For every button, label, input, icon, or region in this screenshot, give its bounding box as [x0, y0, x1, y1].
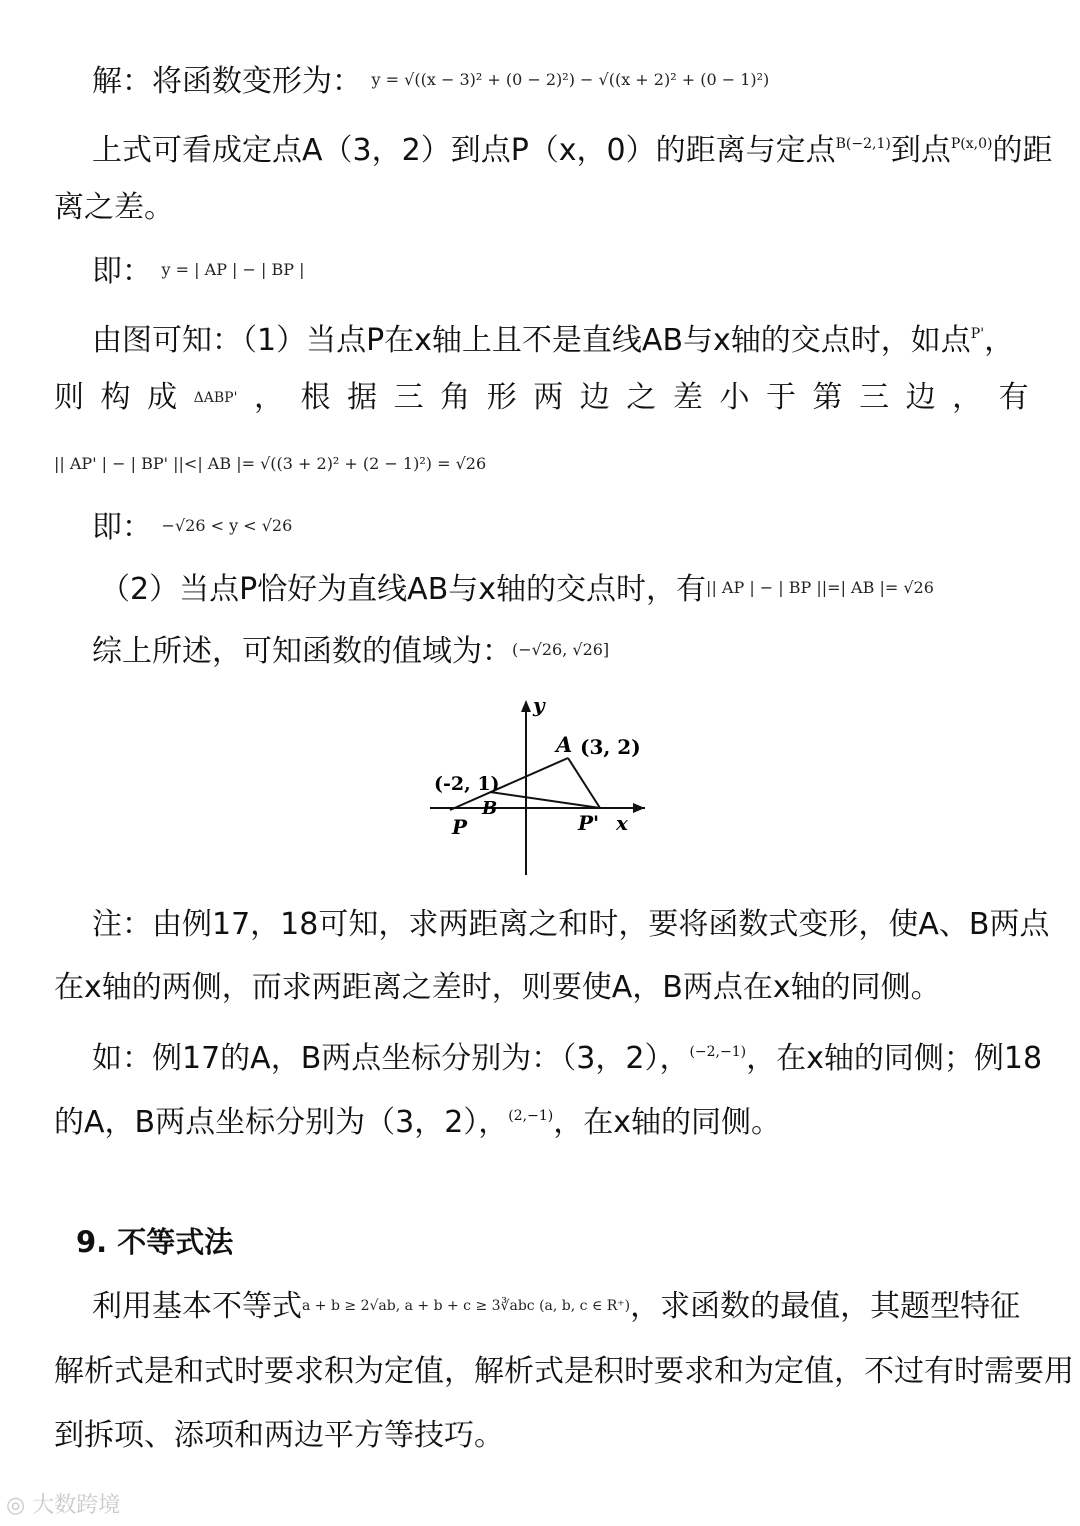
case2-text: （2）当点P恰好为直线AB与x轴的交点时，有 [100, 572, 707, 607]
justified-word: 小 [719, 380, 750, 415]
case2-line [100, 568, 934, 610]
section-text: ，求函数的最值，其题型特征 [630, 1289, 1021, 1324]
triangle-inequality-formula: || AP' | − | BP' ||<| AB |= √((3 + 2)² + (2 − 1)²) = √26 [54, 454, 487, 473]
justified-word: ， [952, 380, 983, 415]
justified-word: 根 [300, 380, 331, 415]
section-line-1 [92, 1286, 1020, 1327]
point-p-prime: P' [970, 326, 985, 342]
ie-label: 即： [92, 510, 152, 545]
justified-word: ， [253, 380, 284, 415]
case1-line [92, 314, 1014, 361]
section-line-2: 解析式是和式时要求积为定值，解析式是积时要求和为定值，不过有时需要用 [54, 1354, 1074, 1389]
paragraph-distance-cont: 离之差。 [54, 190, 174, 225]
justified-word: 形 [486, 380, 517, 415]
summary-line [92, 630, 609, 672]
section-heading: 9. 不等式法 [76, 1225, 234, 1259]
x-axis-arrow [633, 803, 645, 813]
point-a-coordinate: (3, 2) [580, 735, 641, 759]
ie-line-2 [92, 506, 292, 548]
point-p-label: P [452, 815, 468, 839]
coordinate-figure [420, 690, 660, 880]
comma: ， [984, 323, 1015, 358]
y-axis-label: y [533, 693, 545, 717]
paragraph-distance [92, 124, 1052, 171]
basic-inequality: a + b ≥ 2√ab, a + b + c ≥ 3∛abc (a, b, c ∈ R⁺) [302, 1298, 631, 1314]
note-text: ，在x轴的同侧。 [553, 1105, 781, 1140]
ie-line-1 [92, 250, 305, 292]
case1-formula-line [54, 440, 486, 484]
justified-word: 据 [347, 380, 378, 415]
justified-word: 边 [579, 380, 610, 415]
justified-word: 成 [147, 380, 178, 415]
case1-justified-line [54, 378, 1029, 418]
justified-word: 于 [765, 380, 796, 415]
x-axis-label: x [616, 811, 628, 835]
note-text: 的A，B两点坐标分别为（3，2）， [54, 1105, 509, 1140]
justified-word: 则 [54, 380, 84, 415]
function-formula: y = √((x − 3)² + (0 − 2)²) − √((x + 2)² + (0 − 1)²) [371, 70, 770, 89]
point-p: P(x,0) [950, 136, 993, 152]
section-line-3: 到拆项、添项和两边平方等技巧。 [54, 1418, 504, 1453]
note-line-1: 注：由例17，18可知，求两距离之和时，要将函数式变形，使A、B两点 [92, 907, 1050, 942]
watermark [6, 1488, 120, 1519]
line-a-pprime [568, 758, 600, 808]
value-range: (−√26, √26] [512, 640, 610, 659]
case2-formula: || AP | − | BP ||=| AB |= √26 [706, 578, 934, 597]
point-b-label: B [482, 798, 498, 819]
solution-intro: 解：将函数变形为： [92, 64, 362, 99]
note-line-4 [54, 1096, 781, 1143]
section-text: 利用基本不等式 [92, 1289, 302, 1324]
point-a-label: A [556, 732, 573, 757]
note-line-2: 在x轴的两侧，而求两距离之差时，则要使A，B两点在x轴的同侧。 [54, 970, 941, 1005]
solution-line [92, 60, 769, 102]
point-p-prime-label: P' [578, 811, 600, 835]
justified-word: 三 [859, 380, 890, 415]
coordinate-example-18: (2,−1) [508, 1108, 554, 1124]
justified-word: 第 [812, 380, 843, 415]
point-b: B(−2,1) [835, 136, 891, 152]
ie-label: 即： [92, 254, 152, 289]
justified-word: ΔABP' [193, 390, 238, 406]
case1-text: 由图可知：（1）当点P在x轴上且不是直线AB与x轴的交点时，如点 [92, 323, 971, 358]
range-inequality: −√26 < y < √26 [161, 516, 293, 535]
justified-word: 构 [100, 380, 131, 415]
note-text: 如：例17的A，B两点坐标分别为：（3，2）， [92, 1041, 690, 1076]
justified-word: 之 [626, 380, 657, 415]
watermark-icon: ◎ [6, 1493, 26, 1518]
paragraph-text: 的距 [992, 133, 1053, 168]
watermark-text: 大数跨境 [32, 1493, 121, 1518]
justified-word: 角 [440, 380, 471, 415]
paragraph-text: 到点 [890, 133, 951, 168]
justified-word: 边 [905, 380, 936, 415]
ie-formula: y = | AP | − | BP | [161, 260, 305, 279]
line-b-pprime [490, 792, 600, 808]
y-axis-arrow [521, 700, 531, 712]
coordinate-example-17: (−2,−1) [689, 1044, 747, 1060]
justified-word: 三 [393, 380, 424, 415]
note-line-3 [92, 1032, 1042, 1079]
justified-word: 差 [672, 380, 703, 415]
summary-text: 综上所述，可知函数的值域为： [92, 634, 512, 669]
justified-word: 两 [533, 380, 564, 415]
point-b-coordinate: (-2, 1) [434, 773, 500, 795]
paragraph-text: 上式可看成定点A（3，2）到点P（x，0）的距离与定点 [92, 133, 836, 168]
justified-word: 有 [998, 380, 1029, 415]
note-text: ，在x轴的同侧；例18 [746, 1041, 1043, 1076]
